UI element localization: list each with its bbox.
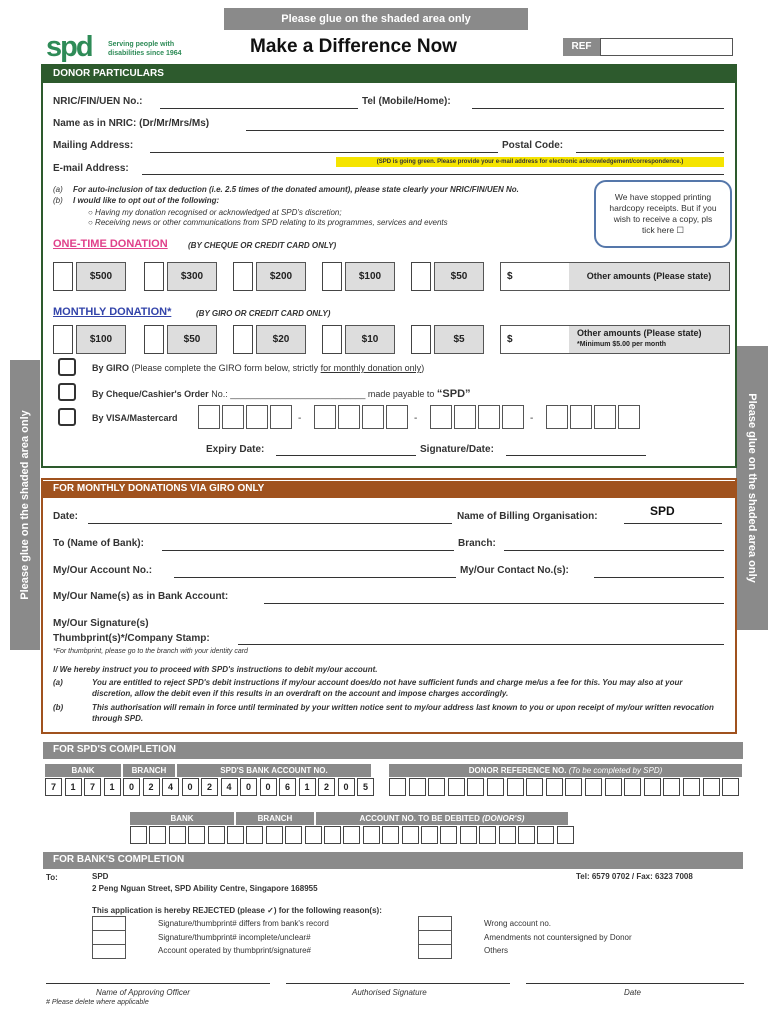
glue-band-left-text: Please glue on the shaded area only [19, 410, 32, 600]
monthly-amount-20: $20 [256, 325, 306, 354]
donor-ref-cell[interactable] [644, 778, 661, 796]
spd-completion-header: FOR SPD'S COMPLETION [43, 742, 743, 759]
green-note: (SPD is going green. Please provide your e-mail address for electronic acknowledgement/correspondence.) [336, 157, 724, 167]
monthly-check-50[interactable] [144, 325, 164, 354]
one-time-title: ONE-TIME DONATION [53, 238, 168, 250]
nric-field[interactable] [160, 108, 358, 109]
glue-band-top [224, 8, 528, 30]
card-digit-cell[interactable] [502, 405, 524, 429]
cheque-desc: No.: ___________________________ made payable to [211, 389, 435, 399]
debit-account-cell[interactable] [421, 826, 438, 844]
cheque-spd: “SPD” [436, 388, 471, 400]
glue-band-left [10, 360, 40, 650]
giro-underline: for monthly donation only [320, 363, 422, 373]
debit-account-cell[interactable] [440, 826, 457, 844]
billing-value: SPD [650, 504, 675, 518]
glue-band-right [736, 346, 768, 630]
card-digit-cell[interactable] [198, 405, 220, 429]
receipt-bubble-text[interactable]: We have stopped printing hardcopy receipts. But if you wish to receive a copy, pls tick here ☐ [609, 192, 717, 235]
expiry-field[interactable] [276, 455, 416, 456]
debit-account-cell[interactable] [246, 826, 263, 844]
cheque-checkbox[interactable] [58, 383, 76, 401]
card-digit-cell[interactable] [362, 405, 384, 429]
donor-ref-cell[interactable] [722, 778, 739, 796]
card-digit-cell[interactable] [454, 405, 476, 429]
mailing-field[interactable] [150, 152, 498, 153]
donor-ref-cell[interactable] [624, 778, 641, 796]
donor-ref-cell[interactable] [703, 778, 720, 796]
spd-digit-cell: 6 [279, 778, 296, 796]
sig-label-1: My/Our Signature(s) [53, 618, 149, 629]
debit-account-cell[interactable] [208, 826, 225, 844]
bank-name-field[interactable] [162, 550, 454, 551]
spd-address: 2 Peng Nguan Street, SPD Ability Centre, Singapore 168955 [92, 884, 318, 893]
note-a-key: (a) [53, 185, 63, 194]
donor-ref-cell[interactable] [467, 778, 484, 796]
onetime-check-200[interactable] [233, 262, 253, 291]
reject-box-3[interactable] [92, 944, 126, 959]
mailing-label: Mailing Address: [53, 140, 134, 151]
ref-input[interactable] [600, 38, 733, 56]
reject-box-2[interactable] [92, 930, 126, 945]
officer-label: Name of Approving Officer [96, 988, 190, 997]
donor-ref-cell[interactable] [428, 778, 445, 796]
debit-account-cell[interactable] [363, 826, 380, 844]
giro-section-header: FOR MONTHLY DONATIONS VIA GIRO ONLY [43, 481, 735, 498]
giro-date-label: Date: [53, 511, 79, 522]
reject-reason-2: Signature/thumbprint# incomplete/unclear# [158, 933, 311, 942]
page-title: Make a Difference Now [250, 36, 457, 57]
sig-field[interactable] [238, 644, 724, 645]
cheque-line [92, 388, 471, 400]
name-field[interactable] [246, 130, 724, 131]
names-field[interactable] [264, 603, 724, 604]
debit-account-cell[interactable] [324, 826, 341, 844]
logo-tagline-1: Serving people with [108, 41, 175, 48]
giro-line [92, 363, 424, 373]
onetime-amount-500: $500 [76, 262, 126, 291]
spd-logo [46, 31, 186, 65]
monthly-subtitle: (BY GIRO OR CREDIT CARD ONLY) [196, 309, 331, 318]
donor-ref-cell[interactable] [565, 778, 582, 796]
billing-field [624, 523, 722, 524]
sig-label-2: Thumbprint(s)*/Company Stamp: [53, 633, 210, 644]
reject-reason-1: Signature/thumbprint# differs from bank's record [158, 919, 329, 928]
donor-ref-label: DONOR REFERENCE NO. [468, 766, 567, 775]
to-spd: SPD [92, 872, 109, 881]
thumb-note: *For thumbprint, please go to the branch with your identity card [53, 648, 248, 655]
donor-ref-cell[interactable] [507, 778, 524, 796]
giro-date-field[interactable] [88, 523, 452, 524]
debit-account-cell[interactable] [499, 826, 516, 844]
ref-label: REF [563, 38, 600, 56]
giro-label: By GIRO [92, 363, 130, 373]
billing-label: Name of Billing Organisation: [457, 511, 598, 522]
spd-bank-header: BANK [45, 764, 121, 777]
spd-digit-cell: 1 [65, 778, 82, 796]
contact-label: My/Our Contact No.(s): [460, 565, 569, 576]
card-digit-cell[interactable] [270, 405, 292, 429]
debit-account-cell[interactable] [285, 826, 302, 844]
debit-account-cell[interactable] [188, 826, 205, 844]
logo-mark: spd [46, 31, 92, 63]
clause-a: You are entitled to reject SPD's debit instructions if my/our account does/do not have sufficient funds and charge me/us a fee for this. You may also at your discretion, allow the debit even if this results in an overdraft on the account and impose charges accordingly. [92, 678, 683, 698]
card-digit-cell[interactable] [618, 405, 640, 429]
donor-ref-cell[interactable] [487, 778, 504, 796]
clause-a-key: (a) [53, 678, 63, 687]
card-digit-cell[interactable] [222, 405, 244, 429]
monthly-amount-50: $50 [167, 325, 217, 354]
clause-b-key: (b) [53, 703, 64, 712]
donor-ref-cell[interactable] [448, 778, 465, 796]
reject-reason-4: Wrong account no. [484, 919, 552, 928]
debit-account-cell[interactable] [518, 826, 535, 844]
monthly-title: MONTHLY DONATION* [53, 306, 172, 318]
branch-field[interactable] [504, 550, 724, 551]
debit-account-cell[interactable] [460, 826, 477, 844]
card-digit-cell[interactable] [430, 405, 452, 429]
debit-account-cell[interactable] [169, 826, 186, 844]
giro-checkbox[interactable] [58, 358, 76, 376]
monthly-amount-100: $100 [76, 325, 126, 354]
debit-account-cell[interactable] [382, 826, 399, 844]
footnote: # Please delete where applicable [46, 999, 149, 1006]
card-digit-cell[interactable] [546, 405, 568, 429]
debit-account-cell[interactable] [266, 826, 283, 844]
glue-band-top-text: Please glue on the shaded area only [281, 13, 471, 25]
debit-account-cell[interactable] [479, 826, 496, 844]
branch-label: Branch: [458, 538, 496, 549]
visa-label: By VISA/Mastercard [92, 413, 178, 423]
onetime-other-input[interactable] [500, 262, 730, 291]
spd-contact: Tel: 6579 0702 / Fax: 6323 7008 [576, 872, 693, 881]
tel-field[interactable] [472, 108, 724, 109]
spd-digit-cell: 7 [45, 778, 62, 796]
donor-ref-cell[interactable] [585, 778, 602, 796]
donor-ref-cell[interactable] [526, 778, 543, 796]
reject-reason-3: Account operated by thumbprint/signature# [158, 946, 311, 955]
donor-section-header: DONOR PARTICULARS [43, 66, 735, 83]
reject-box-1[interactable] [92, 916, 126, 931]
receipt-bubble [594, 180, 732, 248]
clause-b: This authorisation will remain in force until terminated by your written notice sent to my/our address last known to you or upon receipt of my/our written revocation through SPD. [92, 703, 714, 723]
card-digit-cell[interactable] [314, 405, 336, 429]
card-digit-cell[interactable] [594, 405, 616, 429]
donor-ref-cell[interactable] [546, 778, 563, 796]
debit-bank-header: BANK [130, 812, 234, 825]
monthly-dollar: $ [507, 334, 513, 345]
onetime-amount-100: $100 [345, 262, 395, 291]
monthly-amount-5: $5 [434, 325, 484, 354]
expiry-label: Expiry Date: [206, 444, 265, 455]
monthly-amount-10: $10 [345, 325, 395, 354]
rejected-text: This application is hereby REJECTED (please ✓) for the following reason(s): [92, 906, 382, 915]
note-a: For auto-inclusion of tax deduction (i.e. 2.5 times of the donated amount), please state clearly your NRIC/FIN/UEN No. [73, 185, 519, 194]
onetime-check-300[interactable] [144, 262, 164, 291]
reject-box-5[interactable] [418, 930, 452, 945]
spd-branch-header: BRANCH [123, 764, 175, 777]
cheque-label: By Cheque/Cashier's Order [92, 389, 209, 399]
giro-desc: (Please complete the GIRO form below, strictly [131, 363, 319, 373]
signature-field[interactable] [506, 455, 646, 456]
postal-field[interactable] [576, 152, 724, 153]
spd-digit-cell: 4 [162, 778, 179, 796]
date-line[interactable] [526, 983, 744, 984]
onetime-amount-300: $300 [167, 262, 217, 291]
logo-tagline-2: disabilities since 1964 [108, 50, 182, 57]
debit-account-cell[interactable] [305, 826, 322, 844]
spd-digit-cell: 2 [318, 778, 335, 796]
spd-digit-cell: 5 [357, 778, 374, 796]
reject-reason-5: Amendments not countersigned by Donor [484, 933, 632, 942]
onetime-amount-200: $200 [256, 262, 306, 291]
spd-digit-cell: 2 [143, 778, 160, 796]
card-dash: - [530, 413, 534, 424]
spd-digit-cell: 7 [84, 778, 101, 796]
debit-account-header [316, 812, 568, 825]
reject-box-4[interactable] [418, 916, 452, 931]
card-dash: - [414, 413, 418, 424]
opt-out-1[interactable]: ○ Having my donation recognised or acknowledged at SPD's discretion; [88, 208, 342, 217]
spd-account-header: SPD'S BANK ACCOUNT NO. [177, 764, 371, 777]
debit-account-cell[interactable] [130, 826, 147, 844]
debit-account-cell[interactable] [149, 826, 166, 844]
debit-branch-header: BRANCH [236, 812, 314, 825]
monthly-check-5[interactable] [411, 325, 431, 354]
monthly-check-10[interactable] [322, 325, 342, 354]
debit-account-note: (DONOR'S) [482, 814, 525, 823]
onetime-amount-50: $50 [434, 262, 484, 291]
onetime-other-label: Other amounts (Please state) [569, 263, 729, 290]
spd-digit-cell: 0 [123, 778, 140, 796]
names-label: My/Our Name(s) as in Bank Account: [53, 591, 229, 602]
debit-account-cell[interactable] [343, 826, 360, 844]
note-b-key: (b) [53, 196, 63, 205]
account-field[interactable] [174, 577, 456, 578]
account-label: My/Our Account No.: [53, 565, 153, 576]
opt-out-2[interactable]: ○ Receiving news or other communications from SPD relating to its programmes, services and events [88, 218, 448, 227]
officer-line[interactable] [46, 983, 270, 984]
donor-ref-note: (To be completed by SPD) [568, 766, 663, 775]
to-label: To: [46, 873, 58, 882]
debit-account-cell[interactable] [537, 826, 554, 844]
card-digit-cell[interactable] [246, 405, 268, 429]
monthly-other-label: Other amounts (Please state) [577, 328, 702, 338]
spd-digit-cell: 1 [104, 778, 121, 796]
reject-reason-6: Others [484, 946, 509, 955]
postal-label: Postal Code: [502, 140, 564, 151]
spd-digit-cell: 0 [338, 778, 355, 796]
donor-ref-header [389, 764, 742, 777]
donor-ref-cell[interactable] [663, 778, 680, 796]
monthly-check-100[interactable] [53, 325, 73, 354]
spd-digit-cell: 1 [299, 778, 316, 796]
email-label: E-mail Address: [53, 163, 129, 174]
spd-digit-cell: 0 [260, 778, 277, 796]
card-digit-cell[interactable] [338, 405, 360, 429]
card-digit-cell[interactable] [478, 405, 500, 429]
card-digit-cell[interactable] [386, 405, 408, 429]
onetime-dollar: $ [507, 271, 513, 282]
nric-label: NRIC/FIN/UEN No.: [53, 96, 143, 107]
bank-completion-header: FOR BANK'S COMPLETION [43, 852, 743, 869]
donor-ref-cell[interactable] [389, 778, 406, 796]
tel-label: Tel (Mobile/Home): [362, 96, 451, 107]
monthly-other-input[interactable] [500, 325, 730, 354]
email-field[interactable] [142, 174, 724, 175]
monthly-minimum: *Minimum $5.00 per month [577, 341, 667, 348]
giro-end: ) [421, 363, 425, 373]
name-label: Name as in NRIC: (Dr/Mr/Mrs/Ms) [53, 118, 210, 129]
signature-label: Signature/Date: [420, 444, 494, 455]
debit-account-cell[interactable] [557, 826, 574, 844]
debit-account-cell[interactable] [402, 826, 419, 844]
one-time-subtitle: (BY CHEQUE OR CREDIT CARD ONLY) [188, 241, 337, 250]
instruct-text: I/ We hereby instruct you to proceed with SPD's instructions to debit my/our account. [53, 665, 378, 674]
onetime-check-100[interactable] [322, 262, 342, 291]
auth-sig-label: Authorised Signature [352, 988, 427, 997]
onetime-check-50[interactable] [411, 262, 431, 291]
auth-sig-line[interactable] [286, 983, 510, 984]
debit-account-label: ACCOUNT NO. TO BE DEBITED [359, 814, 480, 823]
bank-name-label: To (Name of Bank): [53, 538, 144, 549]
glue-band-right-text: Please glue on the shaded area only [746, 393, 759, 583]
donor-ref-cell[interactable] [683, 778, 700, 796]
card-digit-cell[interactable] [570, 405, 592, 429]
card-dash: - [298, 413, 302, 424]
donor-ref-cell[interactable] [605, 778, 622, 796]
debit-account-cell[interactable] [227, 826, 244, 844]
date-label: Date [624, 988, 641, 997]
note-b: I would like to opt out of the following: [73, 196, 220, 205]
spd-digit-cell: 4 [221, 778, 238, 796]
spd-digit-cell: 2 [201, 778, 218, 796]
onetime-check-500[interactable] [53, 262, 73, 291]
spd-digit-cell: 0 [240, 778, 257, 796]
visa-checkbox[interactable] [58, 408, 76, 426]
monthly-check-20[interactable] [233, 325, 253, 354]
donor-ref-cell[interactable] [409, 778, 426, 796]
reject-box-6[interactable] [418, 944, 452, 959]
contact-field[interactable] [594, 577, 724, 578]
spd-digit-cell: 0 [182, 778, 199, 796]
